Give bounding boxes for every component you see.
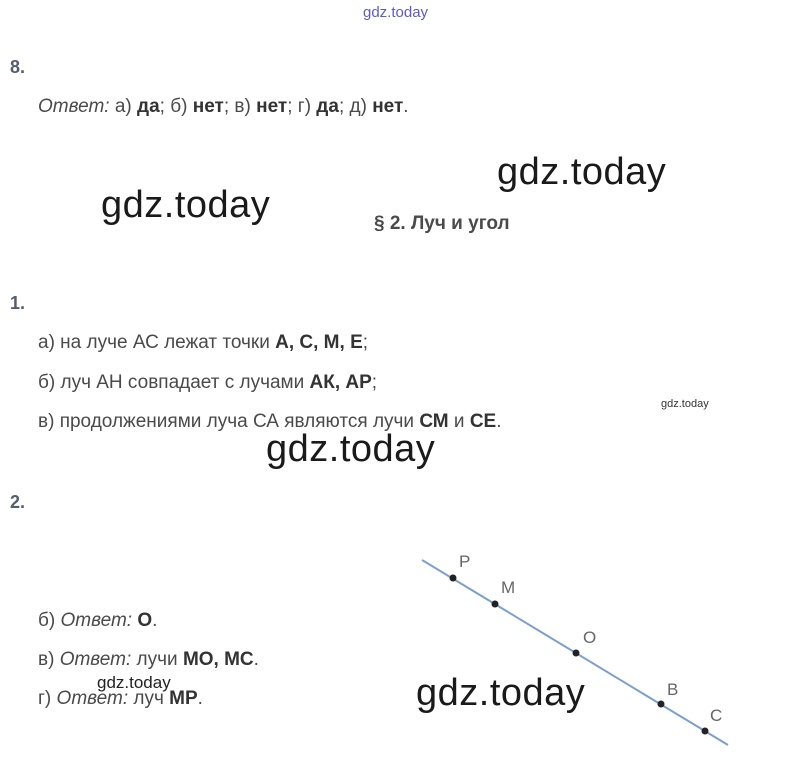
task2-d-prefix: г) <box>38 688 57 709</box>
task8-c-value: нет <box>256 96 288 117</box>
label-c: C <box>710 706 723 725</box>
task8-b-prefix: ; б) <box>159 96 193 117</box>
task2-d-text: луч <box>128 688 170 709</box>
task8-end: . <box>403 96 409 117</box>
task8-e-prefix: ; д) <box>338 96 373 117</box>
ray-figure <box>410 540 740 755</box>
task1-c-text: в) продолжениями луча СА являются лучи <box>38 411 420 432</box>
task1-b-end: ; <box>371 372 378 393</box>
task1-c-mid: и <box>448 411 470 432</box>
task8-d-prefix: ; г) <box>287 96 317 117</box>
task8-answer-label: Ответ: <box>38 96 110 117</box>
task2-c-value: МО, МС <box>182 649 254 670</box>
task2-line-b <box>38 610 157 632</box>
label-o: O <box>583 628 597 647</box>
task1-c-bold2: СЕ <box>469 411 497 432</box>
task8-answer <box>38 96 409 118</box>
task1-c-bold1: СМ <box>419 411 449 432</box>
point-m <box>492 601 499 608</box>
task2-line-c <box>38 649 259 671</box>
task8-b-value: нет <box>192 96 224 117</box>
task1-a-text: а) на луче АС лежат точки <box>38 332 276 353</box>
watermark-big-2: gdz.today <box>101 184 271 226</box>
task2-b-value: О <box>137 610 153 631</box>
task2-d-label: Ответ: <box>56 688 129 709</box>
task2-c-end: . <box>253 649 259 670</box>
task2-c-text: лучи <box>131 649 183 670</box>
task2-d-end: . <box>197 688 203 709</box>
task2-b-label: Ответ: <box>60 610 133 631</box>
point-o <box>573 650 580 657</box>
point-c <box>702 728 709 735</box>
point-p <box>450 575 457 582</box>
task1-b-text: б) луч АН совпадает с лучами <box>38 372 310 393</box>
label-b: B <box>667 680 679 699</box>
point-b <box>658 701 665 708</box>
task2-d-value: МР <box>169 688 198 709</box>
watermark-small-1: gdz.today <box>661 398 709 410</box>
task1-number: 1. <box>10 293 26 313</box>
task8-number: 8. <box>10 57 26 77</box>
task1-c-end: . <box>496 411 502 432</box>
task1-line-b <box>38 372 377 394</box>
task8-e-value: нет <box>372 96 404 117</box>
task2-c-label: Ответ: <box>59 649 132 670</box>
watermark-big-3: gdz.today <box>266 428 436 470</box>
task8-a-prefix: а) <box>109 96 138 117</box>
task2-b-end: . <box>152 610 158 631</box>
task8-d-value: да <box>316 96 339 117</box>
watermark-small-2: gdz.today <box>97 673 171 692</box>
task1-line-a <box>38 332 368 354</box>
task1-b-bold: АК, АР <box>309 372 372 393</box>
task2-c-prefix: в) <box>38 649 60 670</box>
watermark-top: gdz.today <box>363 4 429 21</box>
task8-a-value: да <box>137 96 160 117</box>
label-p: P <box>459 552 471 571</box>
label-m: M <box>501 578 516 597</box>
task2-b-prefix: б) <box>38 610 61 631</box>
task2-number: 2. <box>10 492 26 512</box>
task8-c-prefix: ; в) <box>223 96 257 117</box>
task1-a-end: ; <box>362 332 369 353</box>
section-title: § 2. Луч и угол <box>374 213 510 234</box>
watermark-big-1: gdz.today <box>497 151 667 193</box>
watermark-big-4: gdz.today <box>416 672 586 714</box>
task1-a-bold: А, С, М, Е <box>275 332 363 353</box>
